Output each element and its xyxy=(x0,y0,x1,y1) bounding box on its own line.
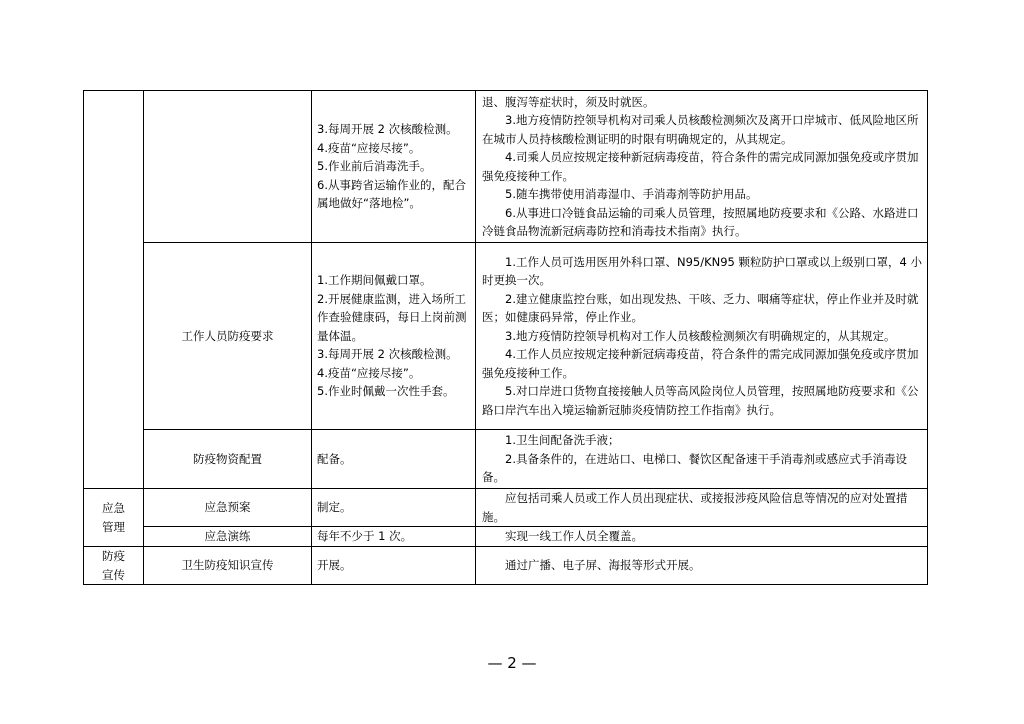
measures-cell: 制定。 xyxy=(312,489,476,527)
detail-paragraph: 3.地方疫情防控领导机构对工作人员核酸检测频次有明确规定的，从其规定。 xyxy=(505,328,896,343)
category-label: 管理 xyxy=(102,519,125,534)
detail-paragraph: 2.建立健康监控台账，如出现发热、干咳、乏力、咽痛等症状，停止作业并及时就医；如健康码异常，停止作业。 xyxy=(482,291,919,325)
category-cell-emergency xyxy=(84,489,144,547)
detail-paragraph: 实现一线工作人员全覆盖。 xyxy=(505,529,643,544)
detail-paragraph: 6.从事进口冷链食品运输的司乘人员管理，按照属地防疫要求和《公路、水路进口冷链食品物流新冠病毒防控和消毒技术指南》执行。 xyxy=(482,205,919,238)
detail-cell xyxy=(476,91,928,243)
table-row-emergency-drill xyxy=(84,527,928,547)
item-cell: 卫生防疫知识宣传 xyxy=(144,547,312,585)
detail-cell xyxy=(476,430,928,489)
epidemic-prevention-table xyxy=(83,90,928,585)
category-label: 宣传 xyxy=(102,567,125,582)
measure-line: 5.作业时佩戴一次性手套。 xyxy=(317,384,455,399)
measure-line: 4.疫苗“应接尽接”。 xyxy=(317,365,421,380)
detail-paragraph: 2.具备条件的，在进站口、电梯口、餐饮区配备速干手消毒剂或感应式手消毒设备。 xyxy=(482,451,907,485)
measures-cell: 每年不少于 1 次。 xyxy=(312,527,476,547)
measure-line: 4.疫苗“应接尽接”。 xyxy=(317,140,421,155)
table-row-publicity xyxy=(84,547,928,585)
measure-line: 2.开展健康监测，进入场所工作查验健康码，每日上岗前测量体温。 xyxy=(317,291,467,343)
detail-paragraph: 3.地方疫情防控领导机构对司乘人员核酸检测频次及离开口岸城市、低风险地区所在城市人员持核酸检测证明的时限有明确规定的，从其规定。 xyxy=(482,113,919,146)
detail-paragraph: 退、腹泻等症状时，须及时就医。 xyxy=(482,94,655,109)
detail-cell xyxy=(476,527,928,547)
detail-paragraph: 1.卫生间配备洗手液； xyxy=(505,433,620,448)
category-label: 防疫 xyxy=(102,549,125,563)
measures-cell xyxy=(312,243,476,430)
table-row-staff-requirements xyxy=(84,243,928,430)
measures-cell: 配备。 xyxy=(312,430,476,489)
measures-cell: 开展。 xyxy=(312,547,476,585)
measure-line: 6.从事跨省运输作业的，配合属地做好“落地检”。 xyxy=(317,177,466,211)
detail-cell xyxy=(476,489,928,527)
item-cell: 防疫物资配置 xyxy=(144,430,312,489)
category-cell-publicity xyxy=(84,547,144,585)
measure-line: 3.每周开展 2 次核酸检测。 xyxy=(317,347,458,362)
category-label: 应急 xyxy=(102,501,125,515)
detail-paragraph: 4.工作人员应按规定接种新冠病毒疫苗，符合条件的需完成同源加强免疫或序贯加强免疫接种工作。 xyxy=(482,347,919,380)
detail-cell xyxy=(476,243,928,430)
item-cell: 应急预案 xyxy=(144,489,312,527)
item-cell: 应急演练 xyxy=(144,527,312,547)
category-cell-empty xyxy=(84,91,144,489)
detail-paragraph: 应包括司乘人员或工作人员出现症状、或接报涉疫风险信息等情况的应对处置措施。 xyxy=(482,491,908,524)
detail-cell xyxy=(476,547,928,585)
detail-paragraph: 5.随车携带使用消毒湿巾、手消毒剂等防护用品。 xyxy=(505,187,758,201)
measure-line: 1.工作期间佩戴口罩。 xyxy=(317,273,432,288)
detail-paragraph: 5.对口岸进口货物直接接触人员等高风险岗位人员管理，按照属地防疫要求和《公路口岸汽车出入境运输新冠肺炎疫情防控工作指南》执行。 xyxy=(482,384,919,417)
table-row-driver-continued xyxy=(84,91,928,243)
item-cell: 工作人员防疫要求 xyxy=(144,243,312,430)
item-cell-empty xyxy=(144,91,312,243)
detail-paragraph: 4.司乘人员应按规定接种新冠病毒疫苗，符合条件的需完成同源加强免疫或序贯加强免疫接种工作。 xyxy=(482,150,919,183)
table-row-supplies xyxy=(84,430,928,489)
measure-line: 3.每周开展 2 次核酸检测。 xyxy=(317,122,458,137)
measure-line: 5.作业前后消毒洗手。 xyxy=(317,159,432,174)
measures-cell xyxy=(312,91,476,243)
table-row-emergency-plan xyxy=(84,489,928,527)
detail-paragraph: 通过广播、电子屏、海报等形式开展。 xyxy=(505,558,701,573)
page-number: — 2 — xyxy=(487,654,537,672)
detail-paragraph: 1.工作人员可选用医用外科口罩、N95/KN95 颗粒防护口罩或以上级别口罩，4 小时更换一次。 xyxy=(482,254,922,288)
